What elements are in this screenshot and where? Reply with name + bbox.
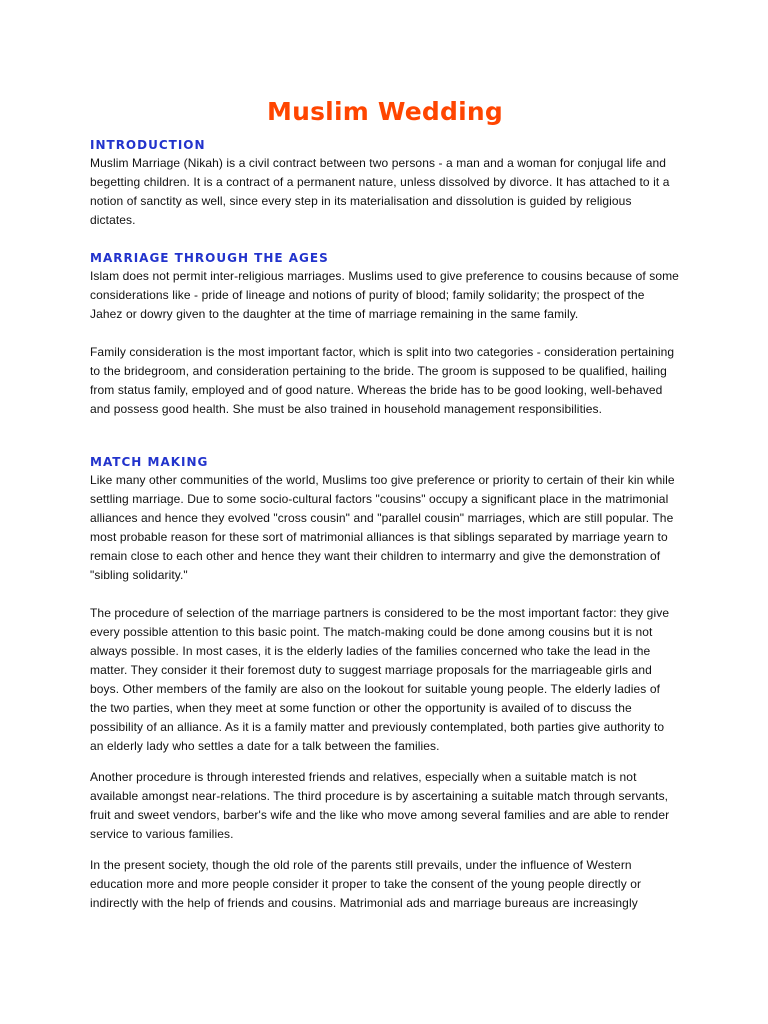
paragraph: The procedure of selection of the marriage partners is considered to be the most important factor: they give every possible attention to this basic point. The match-making could be done among cousins but it is not always possible. In most cases, it is the elderly ladies of the families concerned who take the lead in the matter. They consider it their foremost duty to suggest marriage proposals for the marriageable girls and boys. Other members of the family are also on the lookout for suitable young people. The elderly ladies of the two parties, when they meet at some function or other the opportunity is availed of to discuss the possibility of an alliance. As it is a family matter and previously contemplated, both parties give authority to an elderly lady who settles a date for a talk between the families. xyxy=(90,606,670,753)
paragraph: Family consideration is the most important factor, which is split into two categories - consideration pertaining to the bridegroom, and consideration pertaining to the bride. The groom is supposed to be qualified, hailing from status family, employed and of good nature. Whereas the bride has to be good looking, well-behaved and possess good health. She must be also trained in household management responsibilities. xyxy=(90,345,675,416)
paragraph: Islam does not permit inter-religious marriages. Muslims used to give preference to cousins because of some considerations like - pride of lineage and notions of purity of blood; family solidarity; the prospect of the Jahez or dowry given to the daughter at the time of marriage remaining in the same family. xyxy=(90,269,679,321)
paragraph: Like many other communities of the world, Muslims too give preference or priority to certain of their kin while settling marriage. Due to some socio-cultural factors "cousins" occupy a significant place in the matrimonial alliances and hence they evolved "cross cousin" and "parallel cousin" marriages, which are still popular. The most probable reason for these sort of matrimonial alliances is that siblings separated by marriage yearn to remain close to each other and hence they want their children to intermarry and give the demonstration of "sibling solidarity." xyxy=(90,473,675,582)
section-heading: MATCH MAKING xyxy=(90,455,209,469)
section-marriage-through-the-ages xyxy=(90,249,680,419)
paragraph: In the present society, though the old role of the parents still prevails, under the influence of Western education more and more people consider it proper to take the consent of the young people directly or indirectly with the help of friends and cousins. Matrimonial ads and marriage bureaus are increasingly xyxy=(90,858,642,910)
document-title: Muslim Wedding xyxy=(267,97,503,126)
section-match-making xyxy=(90,453,680,913)
section-heading: MARRIAGE THROUGH THE AGES xyxy=(90,251,329,265)
section-heading: INTRODUCTION xyxy=(90,138,206,152)
paragraph: Muslim Marriage (Nikah) is a civil contract between two persons - a man and a woman for conjugal life and begetting children. It is a contract of a permanent nature, unless dissolved by divorce. It has attached to it a notion of sanctity as well, since every step in its materialisation and dissolution is guided by religious dictates. xyxy=(90,156,670,227)
paragraph: Another procedure is through interested friends and relatives, especially when a suitable match is not available amongst near-relations. The third procedure is by ascertaining a suitable match through servants, fruit and sweet vendors, barber's wife and the like who move among several families and are able to render service to various families. xyxy=(90,770,670,841)
section-introduction xyxy=(90,136,680,230)
